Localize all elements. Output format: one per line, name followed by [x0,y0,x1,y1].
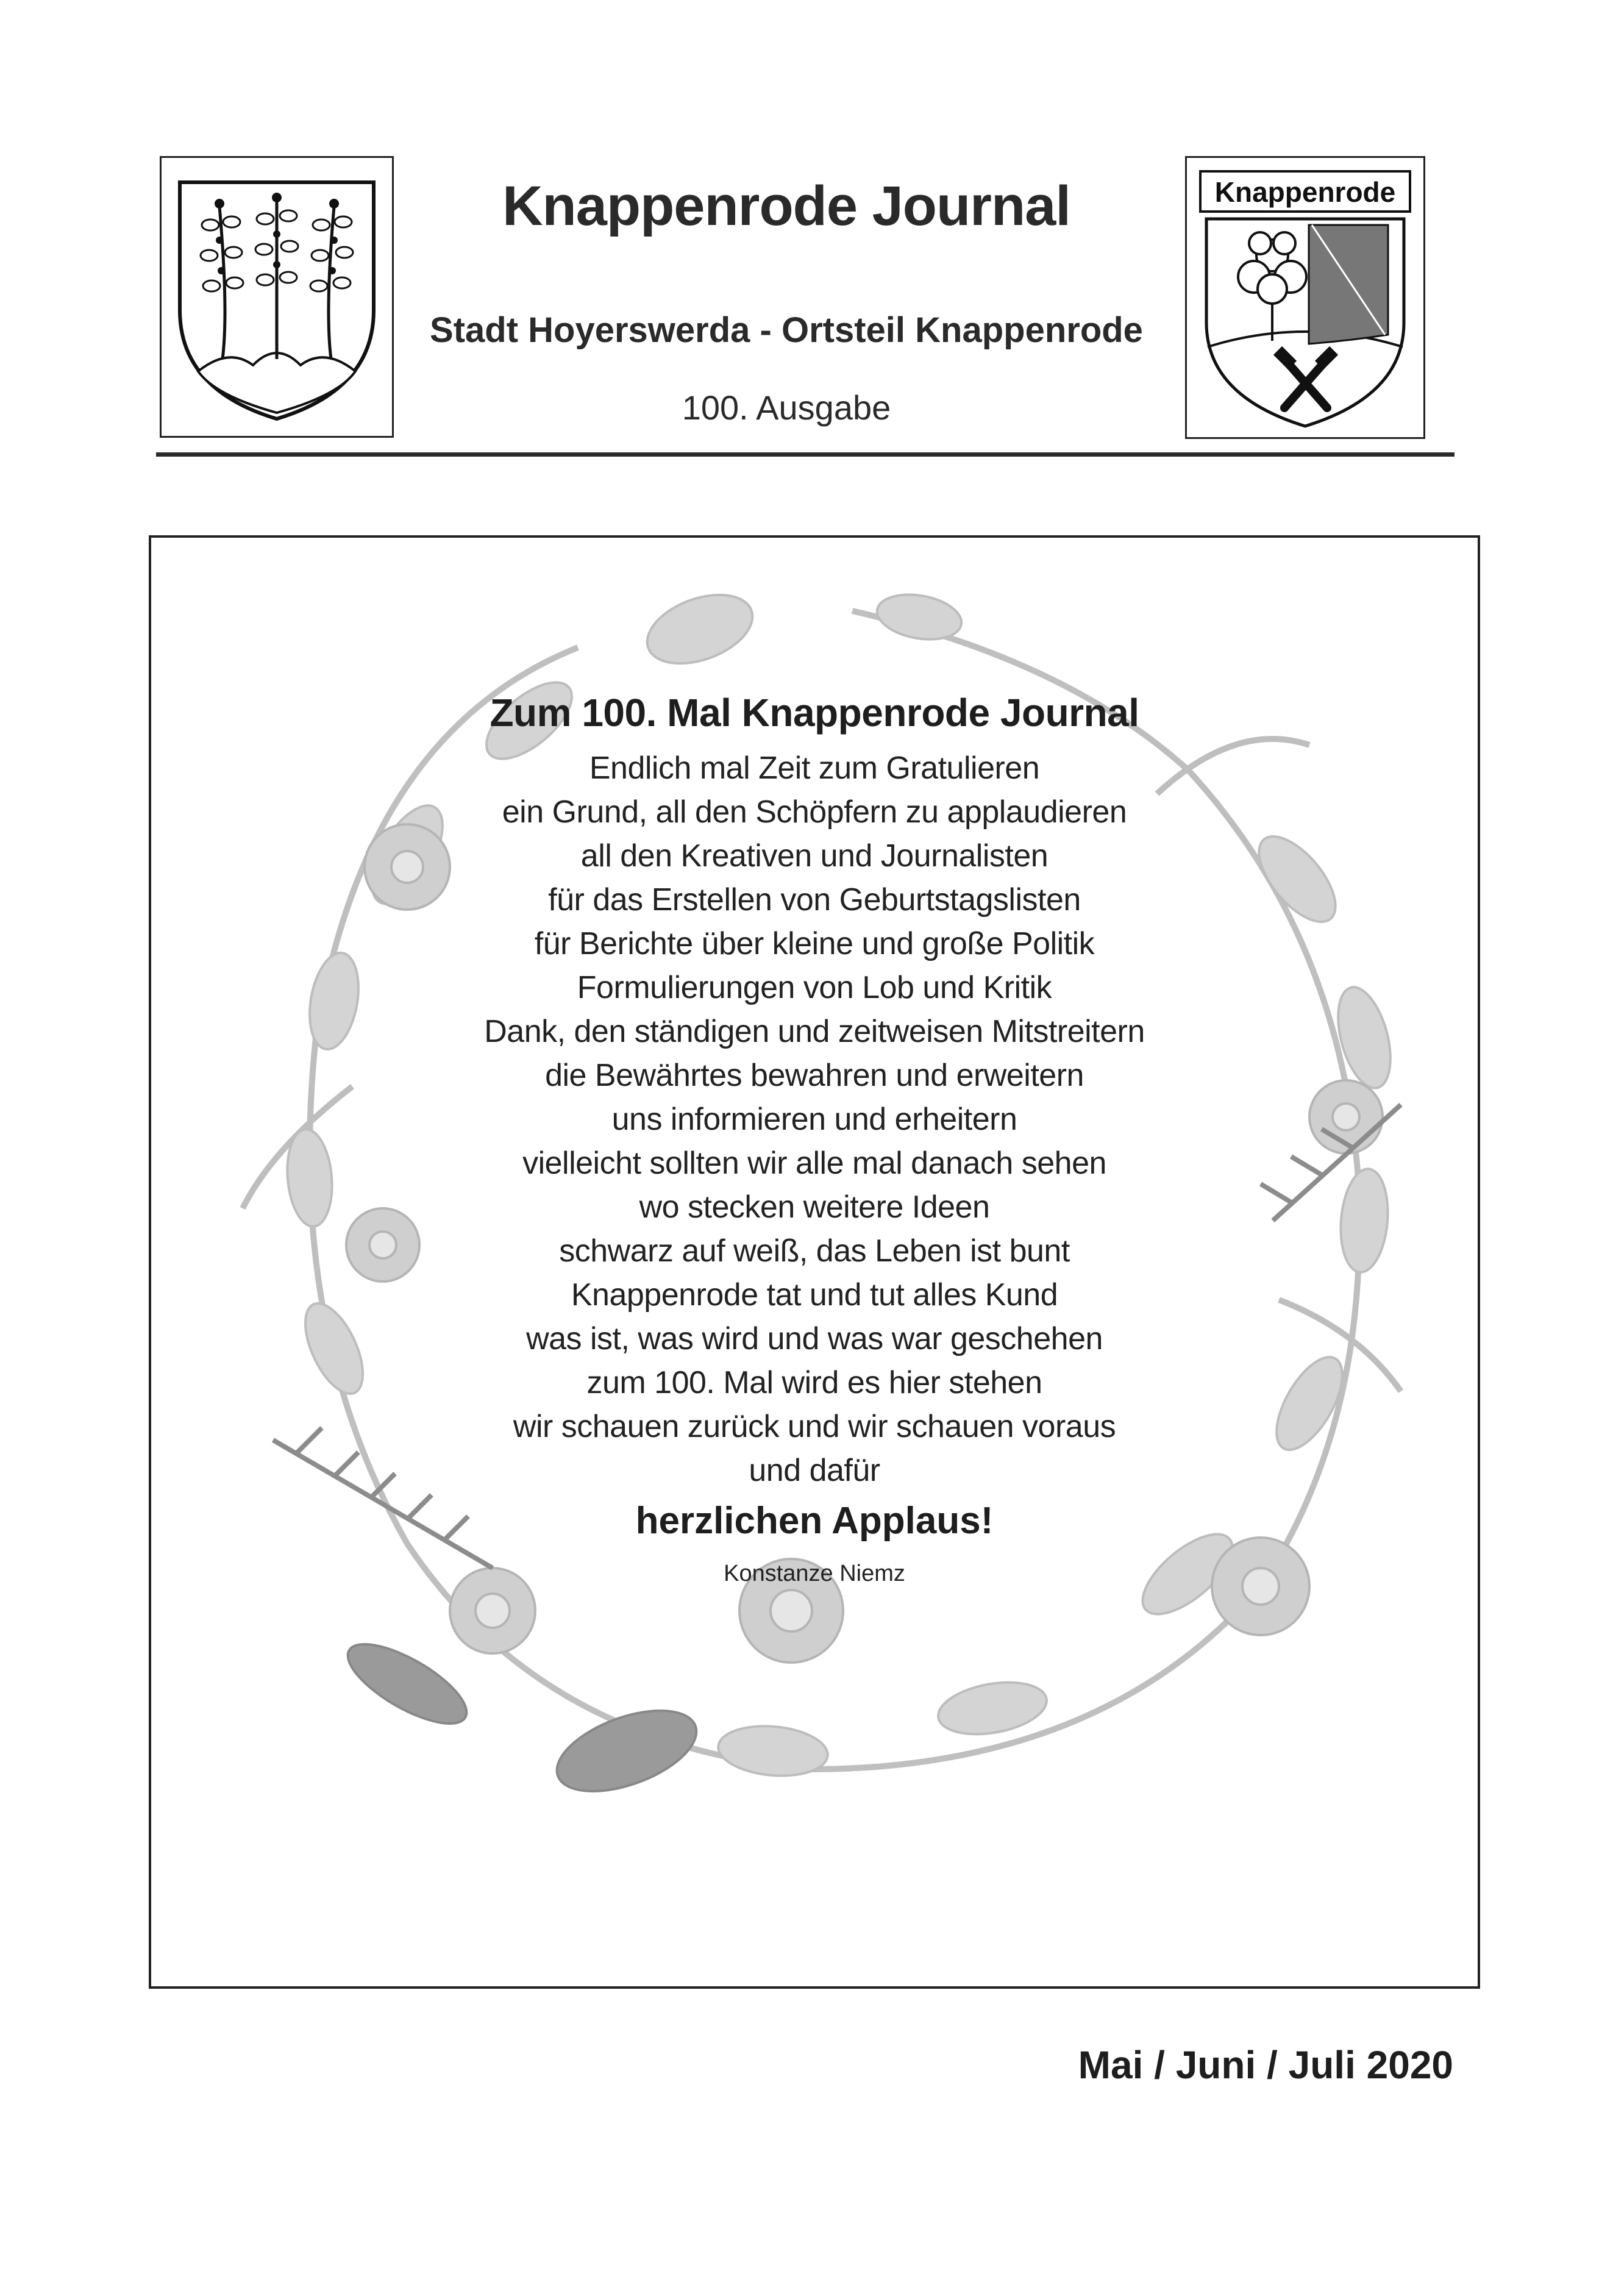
poem-line: zum 100. Mal wird es hier stehen [586,1365,1042,1400]
poem-line: und dafür [749,1453,880,1488]
poem-line: Formulierungen von Lob und Kritik [577,970,1052,1005]
poem-closing: herzlichen Applaus! [635,1500,994,1542]
journal-subtitle: Stadt Hoyerswerda - Ortsteil Knappenrode [430,310,1143,350]
oak-trees-crest-icon [162,158,392,436]
header-divider [156,452,1455,457]
poem-line: wo stecken weitere Ideen [639,1189,990,1225]
poem-line: Endlich mal Zeit zum Gratulieren [589,750,1040,786]
issue-number: 100. Ausgabe [682,388,891,427]
hoyerswerda-coat-of-arms [160,156,394,438]
poem-line: uns informieren und erheitern [611,1102,1017,1137]
poem-frame [149,535,1480,1989]
poem-line: Knappenrode tat und tut alles Kund [571,1277,1058,1313]
sail-icon [1309,225,1388,344]
poem-line: für Berichte über kleine und große Politik [534,926,1095,961]
poem-line: ein Grund, all den Schöpfern zu applaudieren [502,794,1127,830]
poem-line: all den Kreativen und Journalisten [580,838,1049,874]
poem-line: Dank, den ständigen und zeitweisen Mitstreitern [484,1014,1145,1049]
issue-date: Mai / Juni / Juli 2020 [1078,2043,1453,2087]
crest-label: Knappenrode [1214,176,1396,208]
poem-line: für das Erstellen von Geburtstagslisten [548,882,1081,918]
poem-block [151,690,1478,1587]
poem-line: schwarz auf weiß, das Leben ist bunt [559,1233,1070,1269]
poem-author: Konstanze Niemz [724,1561,905,1586]
poem-line: die Bewährtes bewahren und erweitern [545,1058,1084,1093]
journal-title: Knappenrode Journal [502,175,1070,237]
poem-line: vielleicht sollten wir alle mal danach sehen [522,1146,1106,1181]
poem-line: was ist, was wird und was war geschehen [526,1321,1103,1357]
poem-line: wir schauen zurück und wir schauen voraus [513,1409,1116,1444]
poem-title: Zum 100. Mal Knappenrode Journal [490,691,1139,735]
knappenrode-coat-of-arms [1185,156,1425,439]
